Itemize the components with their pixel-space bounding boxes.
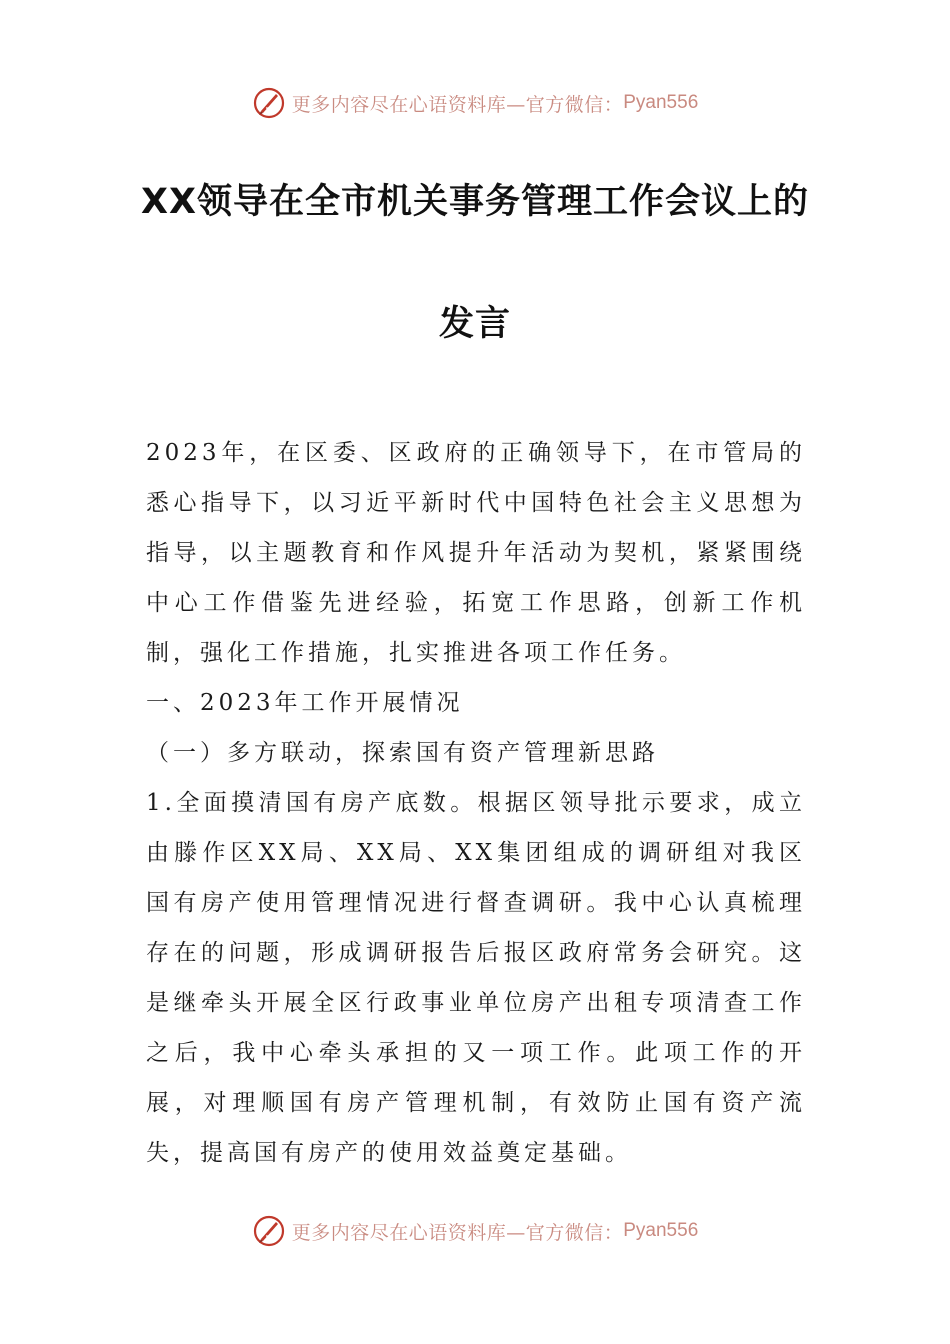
section-heading-1: 一、2023年工作开展情况	[146, 690, 464, 716]
watermark-wechat-id: Pyan556	[623, 1220, 699, 1241]
document-title-line2: 发言	[438, 304, 511, 344]
header-watermark	[0, 83, 950, 123]
quill-pen-circle-icon	[252, 86, 286, 120]
document-title-line1: XX领导在全市机关事务管理工作会议上的	[141, 182, 809, 222]
paragraph-intro: 2023年，在区委、区政府的正确领导下，在市管局的悉心指导下，以习近平新时代中国特色社会主义思想为指导，以主题教育和作风提升年活动为契机，紧紧围绕中心工作借鉴先进经验，拓宽工作思路，创新工作机制，强化工作措施，扎实推进各项工作任务。	[146, 440, 806, 666]
subsection-heading-1: （一）多方联动，探索国有资产管理新思路	[146, 740, 659, 766]
watermark-text: 更多内容尽在心语资料库—官方微信：	[291, 1221, 624, 1244]
document-body	[146, 428, 806, 1178]
watermark-text: 更多内容尽在心语资料库—官方微信：	[291, 93, 624, 116]
paragraph-item-1: 1.全面摸清国有房产底数。根据区领导批示要求，成立由滕作区XX局、XX局、XX集团组成的调研组对我区国有房产使用管理情况进行督查调研。我中心认真梳理存在的问题，形成调研报告后报区政府常务会研究。这是继牵头开展全区行政事业单位房产出租专项清查工作之后，我中心牵头承担的又一项工作。此项工作的开展，对理顺国有房产管理机制，有效防止国有资产流失，提高国有房产的使用效益奠定基础。	[146, 790, 806, 1166]
watermark-wechat-id: Pyan556	[623, 92, 699, 113]
quill-pen-circle-icon	[252, 1214, 286, 1248]
footer-watermark	[0, 1211, 950, 1251]
